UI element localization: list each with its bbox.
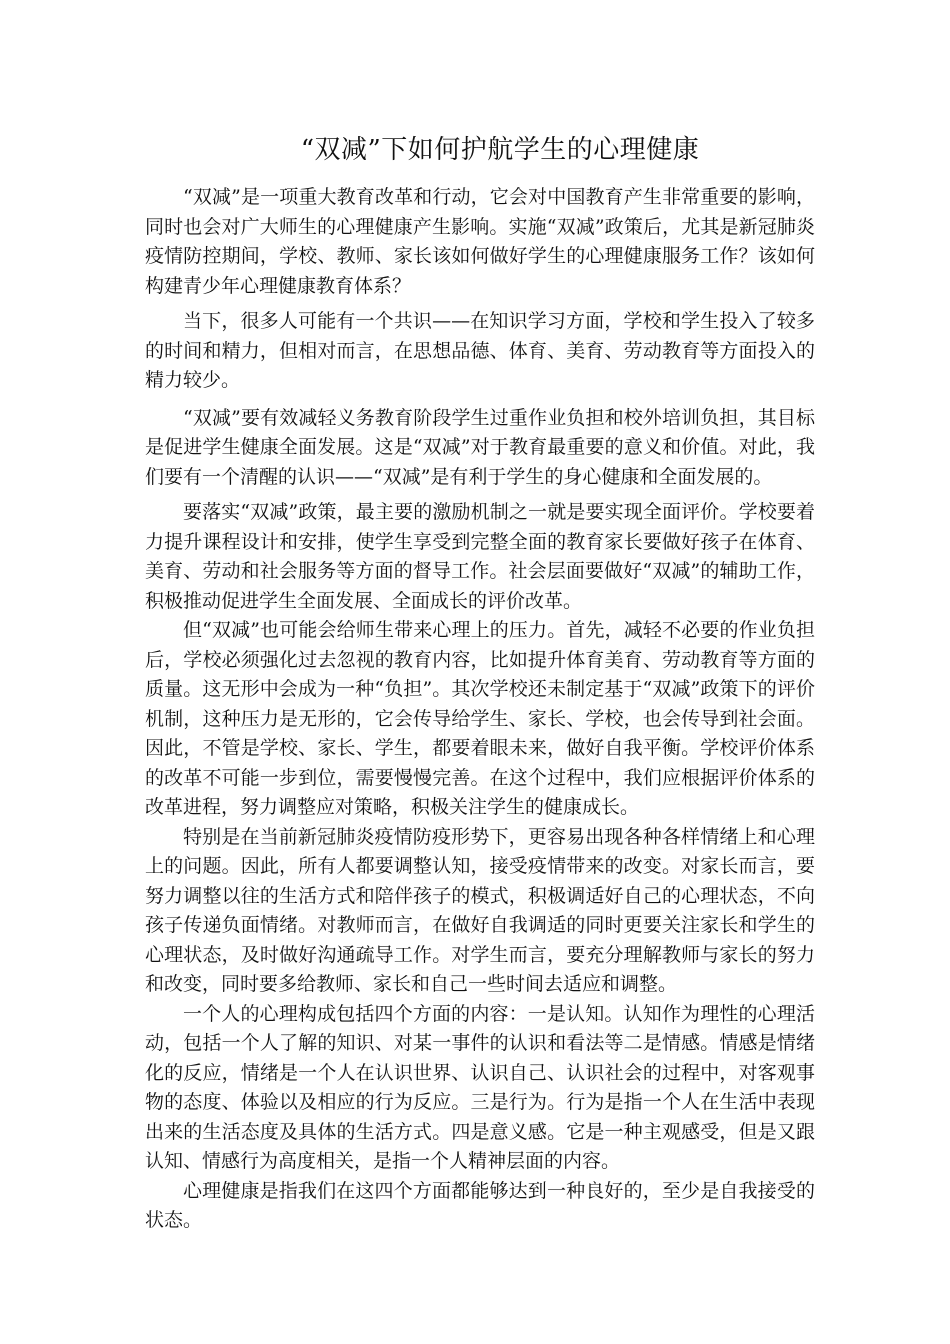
paragraph: 特别是在当前新冠肺炎疫情防疫形势下，更容易出现各种各样情绪上和心理上的问题。因此，所有人都要调整认知，接受疫情带来的改变。对家长而言，要努力调整以往的生活方式和陪伴孩子的模式，积极调适好自己的心理状态，不向孩子传递负面情绪。对教师而言，在做好自我调适的同时更要关注家长和学生的心理状态，及时做好沟通疏导工作。对学生而言，要充分理解教师与家长的努力和改变，同时要多给教师、家长和自己一些时间去适应和调整。 (145, 825, 815, 995)
paragraph: “双减”要有效减轻义务教育阶段学生过重作业负担和校外培训负担，其目标是促进学生健康全面发展。这是“双减”对于教育最重要的意义和价值。对此，我们要有一个清醒的认识——“双减”是有利于学生的身心健康和全面发展的。 (145, 406, 815, 488)
paragraph: 但“双减”也可能会给师生带来心理上的压力。首先，减轻不必要的作业负担后，学校必须强化过去忽视的教育内容，比如提升体育美育、劳动教育等方面的质量。这无形中会成为一种“负担”。其次学校还未制定基于“双减”政策下的评价机制，这种压力是无形的，它会传导给学生、家长、学校，也会传导到社会面。因此，不管是学校、家长、学生，都要着眼未来，做好自我平衡。学校评价体系的改革不可能一步到位，需要慢慢完善。在这个过程中，我们应根据评价体系的改革进程，努力调整应对策略，积极关注学生的健康成长。 (145, 619, 815, 818)
document-title: “双减”下如何护航学生的心理健康 (300, 135, 700, 165)
paragraph: 当下，很多人可能有一个共识——在知识学习方面，学校和学生投入了较多的时间和精力，但相对而言，在思想品德、体育、美育、劳动教育等方面投入的精力较少。 (145, 310, 815, 391)
document-body (145, 183, 815, 1236)
paragraph: 一个人的心理构成包括四个方面的内容：一是认知。认知作为理性的心理活动，包括一个人了解的知识、对某一事件的认识和看法等二是情感。情感是情绪化的反应，情绪是一个人在认识世界、认识自己、认识社会的过程中，对客观事物的态度、体验以及相应的行为反应。三是行为。行为是指一个人在生活中表现出来的生活态度及具体的生活方式。四是意义感。它是一种主观感受，但是又跟认知、情感行为高度相关，是指一个人精神层面的内容。 (145, 1002, 815, 1172)
paragraph: “双减”是一项重大教育改革和行动，它会对中国教育产生非常重要的影响，同时也会对广大师生的心理健康产生影响。实施“双减”政策后，尤其是新冠肺炎疫情防控期间，学校、教师、家长该如何做好学生的心理健康服务工作？该如何构建青少年心理健康教育体系？ (145, 186, 815, 297)
paragraph: 要落实“双减”政策，最主要的激励机制之一就是要实现全面评价。学校要着力提升课程设计和安排，使学生享受到完整全面的教育家长要做好孩子在体育、美育、劳动和社会服务等方面的督导工作。社会层面要做好“双减”的辅助工作，积极推动促进学生全面发展、全面成长的评价改革。 (145, 501, 815, 612)
paragraph: 心理健康是指我们在这四个方面都能够达到一种良好的，至少是自我接受的状态。 (145, 1179, 815, 1231)
